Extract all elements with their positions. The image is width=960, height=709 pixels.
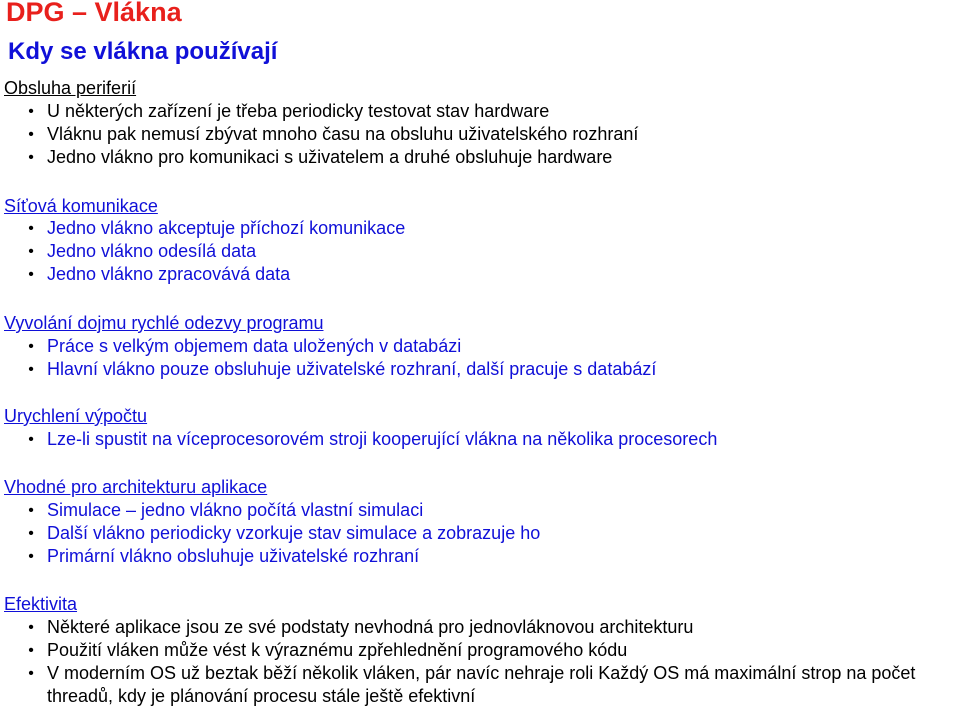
- list-item: [0, 639, 960, 662]
- list-item-text: Jedno vlákno akceptuje příchozí komunikace: [47, 218, 406, 238]
- bullet-icon: •: [28, 338, 34, 355]
- slide-title: DPG – Vlákna: [6, 0, 182, 27]
- bullet-icon: •: [28, 103, 34, 120]
- list-item: [0, 146, 960, 169]
- section-heading-urychleni-vypoctu: Urychlení výpočtu: [4, 406, 148, 426]
- bullet-icon: •: [28, 126, 34, 143]
- bullet-icon: •: [28, 361, 34, 378]
- bullet-list-vyvolani-dojmu: [0, 335, 960, 381]
- list-item: [0, 662, 960, 708]
- list-item-text: Primární vlákno obsluhuje uživatelské rozhraní: [47, 546, 420, 566]
- bullet-icon: •: [28, 243, 34, 260]
- list-item-text: Další vlákno periodicky vzorkuje stav simulace a zobrazuje ho: [47, 523, 541, 543]
- bullet-list-obsluha-periferii: [0, 100, 960, 169]
- list-item-text: V moderním OS už beztak běží několik vláken, pár navíc nehraje roli Každý OS má maximální strop na počet threadů, kdy je plánování procesu stále ještě efektivní: [47, 663, 916, 706]
- list-item: [0, 217, 960, 240]
- list-item-text: Práce s velkým objemem data uložených v databázi: [47, 336, 462, 356]
- bullet-icon: •: [28, 220, 34, 237]
- list-item: [0, 335, 960, 358]
- list-item-text: Některé aplikace jsou ze své podstaty nevhodná pro jednovláknovou architekturu: [47, 617, 694, 637]
- list-item: [0, 499, 960, 522]
- list-item-text: Lze-li spustit na víceprocesorovém stroji kooperující vlákna na několika procesorech: [47, 429, 718, 449]
- slide-subtitle: Kdy se vlákna používají: [8, 38, 278, 65]
- list-item-text: Simulace – jedno vlákno počítá vlastní simulaci: [47, 500, 424, 520]
- bullet-icon: •: [28, 149, 34, 166]
- list-item-text: Použití vláken může vést k výraznému zpřehlednění programového kódu: [47, 640, 628, 660]
- list-item: [0, 123, 960, 146]
- section-heading-sitova-komunikace: Síťová komunikace: [4, 196, 158, 216]
- bullet-icon: •: [28, 665, 34, 682]
- bullet-icon: •: [28, 525, 34, 542]
- list-item-text: Vláknu pak nemusí zbývat mnoho času na obsluhu uživatelského rozhraní: [47, 124, 639, 144]
- bullet-icon: •: [28, 431, 34, 448]
- list-item-text: Jedno vlákno pro komunikaci s uživatelem a druhé obsluhuje hardware: [47, 147, 613, 167]
- list-item: [0, 358, 960, 381]
- list-item: [0, 240, 960, 263]
- section-heading-vhodne-pro-architekturu: Vhodné pro architekturu aplikace: [4, 477, 268, 497]
- list-item-text: Jedno vlákno odesílá data: [47, 241, 257, 261]
- list-item: [0, 545, 960, 568]
- list-item: [0, 263, 960, 286]
- section-heading-vyvolani-dojmu: Vyvolání dojmu rychlé odezvy programu: [4, 313, 324, 333]
- bullet-icon: •: [28, 502, 34, 519]
- list-item: [0, 616, 960, 639]
- list-item-text: U některých zařízení je třeba periodicky testovat stav hardware: [47, 101, 550, 121]
- list-item: [0, 428, 960, 451]
- list-item: [0, 522, 960, 545]
- list-item-text: Jedno vlákno zpracovává data: [47, 264, 291, 284]
- bullet-list-urychleni-vypoctu: [0, 428, 960, 451]
- bullet-icon: •: [28, 619, 34, 636]
- bullet-icon: •: [28, 266, 34, 283]
- bullet-icon: •: [28, 548, 34, 565]
- list-item-text: Hlavní vlákno pouze obsluhuje uživatelské rozhraní, další pracuje s databází: [47, 359, 657, 379]
- bullet-list-vhodne-pro-architekturu: [0, 499, 960, 568]
- bullet-list-sitova-komunikace: [0, 217, 960, 286]
- bullet-list-efektivita: [0, 616, 960, 708]
- list-item: [0, 100, 960, 123]
- section-heading-efektivita: Efektivita: [4, 594, 78, 614]
- section-heading-obsluha-periferii: Obsluha periferií: [4, 78, 137, 98]
- bullet-icon: •: [28, 642, 34, 659]
